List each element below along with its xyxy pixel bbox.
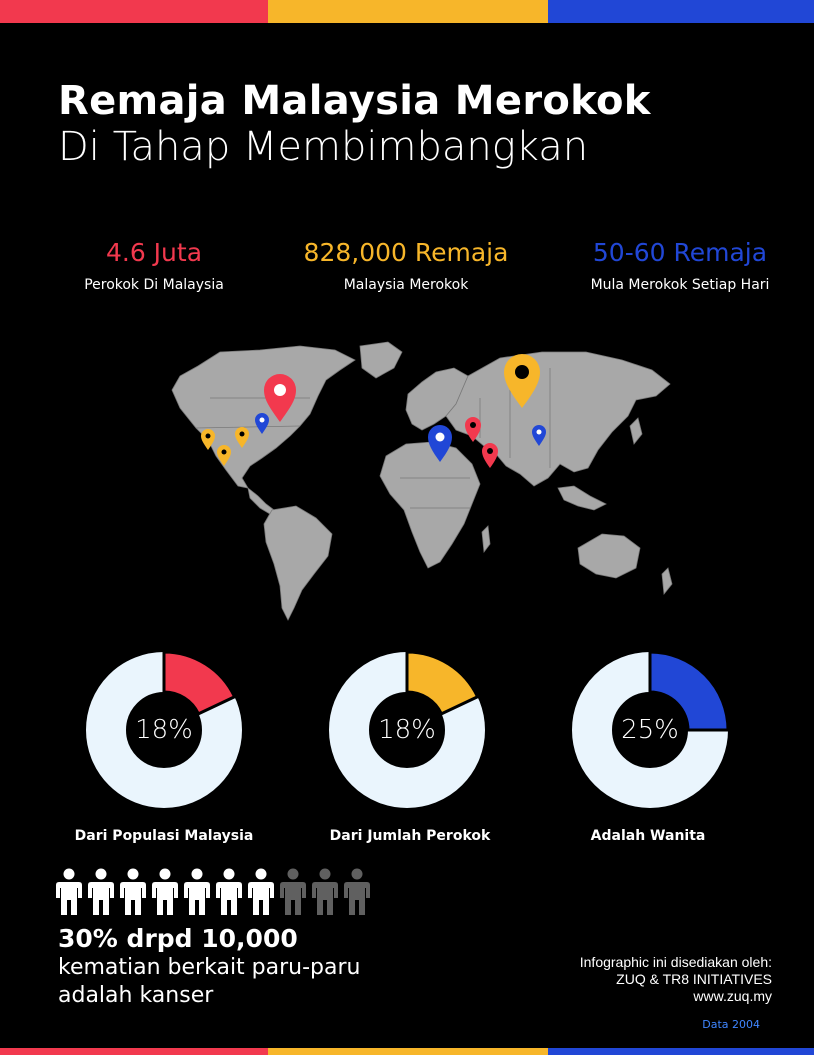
top-color-bar: [0, 0, 814, 23]
donut-caption: Adalah Wanita: [590, 828, 706, 844]
stat-value: 828,000 Remaja: [303, 238, 509, 267]
person-icon: [216, 868, 242, 916]
person-icon: [248, 868, 274, 916]
bottom-bar-yellow-segment: [268, 1048, 548, 1055]
map-japan: [630, 418, 642, 444]
title-line-1: Remaja Malaysia Merokok: [58, 78, 651, 124]
people-icon-row: [56, 868, 370, 916]
fact-headline: 30% drpd 10,000: [58, 924, 298, 953]
map-south-america: [264, 506, 332, 620]
donut-caption: Dari Populasi Malaysia: [74, 828, 254, 844]
donut-chart-population: [84, 650, 244, 810]
donut-percent-label: 25%: [621, 715, 679, 745]
fact-text: [58, 954, 360, 1010]
map-greenland: [360, 342, 402, 378]
map-southeast-asia: [558, 486, 606, 510]
donut-percent-label: 18%: [378, 715, 436, 745]
location-pin-icon: [482, 443, 498, 468]
map-central-america: [248, 488, 274, 514]
credit-block: [580, 954, 772, 1005]
stat-value: 4.6 Juta: [105, 238, 203, 267]
stat-label: Perokok Di Malaysia: [84, 277, 224, 293]
person-icon: [344, 868, 370, 916]
map-new-zealand: [662, 568, 672, 594]
stat-label: Malaysia Merokok: [343, 277, 469, 293]
person-icon: [312, 868, 338, 916]
credit-website: www.zuq.my: [693, 988, 772, 1004]
donut-percent-label: 18%: [135, 715, 193, 745]
fact-line-2: adalah kanser: [58, 983, 214, 1008]
person-icon: [280, 868, 306, 916]
world-map: [150, 338, 690, 628]
person-icon: [152, 868, 178, 916]
map-madagascar: [482, 526, 490, 552]
bottom-bar-red-segment: [0, 1048, 268, 1055]
donut-caption: Dari Jumlah Perokok: [329, 828, 491, 844]
credit-line-2: ZUQ & TR8 INITIATIVES: [616, 971, 772, 987]
stat-value: 50-60 Remaja: [592, 238, 768, 267]
donut-chart-smokers: [327, 650, 487, 810]
stat-label: Mula Merokok Setiap Hari: [590, 277, 770, 293]
map-africa: [380, 442, 480, 568]
top-bar-blue-segment: [548, 0, 814, 23]
top-bar-yellow-segment: [268, 0, 548, 23]
data-year-note: Data 2004: [702, 1018, 760, 1031]
bottom-bar-blue-segment: [548, 1048, 814, 1055]
stat-teen-smokers: [276, 238, 536, 293]
bottom-color-bar: [0, 1048, 814, 1055]
person-icon: [56, 868, 82, 916]
person-icon: [88, 868, 114, 916]
map-australia: [578, 534, 640, 578]
title-line-2: Di Tahap Membimbangkan: [58, 124, 589, 170]
stat-daily-new-smokers: [550, 238, 810, 293]
top-bar-red-segment: [0, 0, 268, 23]
stat-smokers-malaysia: [24, 238, 284, 293]
person-icon: [120, 868, 146, 916]
map-land: [172, 342, 672, 620]
donut-chart-women: [570, 650, 730, 810]
fact-line-1: kematian berkait paru-paru: [58, 955, 361, 980]
credit-line-1: Infographic ini disediakan oleh:: [579, 954, 772, 970]
person-icon: [184, 868, 210, 916]
